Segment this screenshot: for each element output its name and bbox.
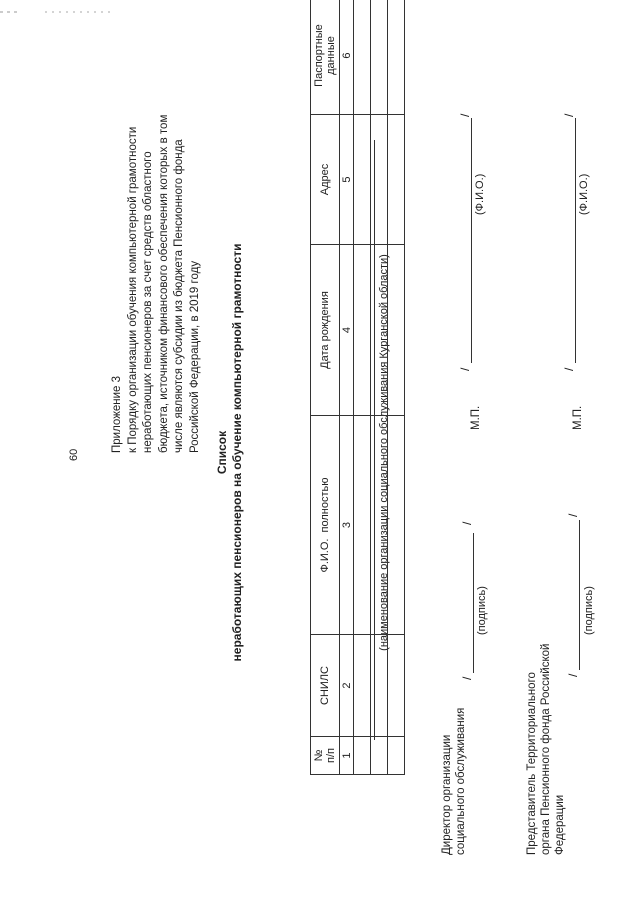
- representative-signature-line: [579, 520, 580, 670]
- table-header-row: [311, 0, 340, 775]
- header-passport-l1: Паспортные: [313, 24, 325, 87]
- director-name-slash-right: /: [458, 113, 472, 117]
- representative-name-slash-left: /: [562, 367, 576, 371]
- director-sign-slash-right: /: [460, 521, 474, 525]
- header-fio: Ф.И.О. полностью: [311, 416, 340, 635]
- header-number-l2: п/п: [325, 748, 337, 763]
- director-sign-slash-left: /: [460, 676, 474, 680]
- representative-name-caption: (Ф.И.О.): [578, 173, 590, 215]
- appendix-line: Российской Федерации, в 2019 году: [188, 260, 201, 453]
- representative-signature-caption: (подпись): [583, 586, 595, 635]
- representative-name-slash-right: /: [562, 113, 576, 117]
- representative-name-line: [575, 118, 576, 363]
- scan-edge-mark: [0, 7, 120, 17]
- col-number-6: 6: [340, 0, 354, 115]
- col-number-3: 3: [340, 416, 354, 635]
- appendix-line: Приложение 3: [111, 375, 123, 453]
- representative-sign-slash-right: /: [566, 513, 580, 517]
- director-stamp: М.П.: [470, 405, 482, 430]
- col-number-5: 5: [340, 115, 354, 245]
- header-passport: [311, 0, 340, 115]
- table-number-row: [340, 0, 354, 775]
- director-name-slash-left: /: [458, 367, 472, 371]
- col-number-2: 2: [340, 635, 354, 737]
- director-label: Директор организации социального обслуживания: [441, 707, 467, 855]
- header-address: Адрес: [311, 115, 340, 245]
- appendix-line: бюджета, источником финансового обеспечения которых в том: [157, 114, 170, 453]
- header-birth-date: Дата рождения: [311, 245, 340, 416]
- representative-sign-slash-left: /: [566, 673, 580, 677]
- director-name-caption: (Ф.И.О.): [474, 173, 486, 215]
- director-signature-line: [473, 533, 474, 673]
- appendix-heading: [110, 115, 203, 453]
- header-number: [311, 737, 340, 775]
- table-row: [354, 0, 371, 775]
- header-number-l1: №: [313, 749, 325, 762]
- director-name-line: [471, 118, 472, 363]
- title-line-2: неработающих пенсионеров на обучение компьютерной грамотности: [230, 243, 244, 662]
- representative-stamp: М.П.: [572, 405, 584, 430]
- appendix-line: неработающих пенсионеров за счет средств областного: [142, 151, 154, 453]
- organization-caption: (наименование организации социального обслуживания Курганской области): [378, 254, 390, 651]
- table-row: [371, 0, 388, 775]
- appendix-line: числе являются субсидии из бюджета Пенсионного фонда: [173, 139, 185, 453]
- page-number: 60: [68, 448, 80, 461]
- col-number-1: 1: [340, 737, 354, 775]
- appendix-line: к Порядку организации обучения компьютерной грамотности: [126, 126, 139, 453]
- director-signature-caption: (подпись): [476, 586, 488, 635]
- table-row: [388, 0, 405, 775]
- header-passport-l2: данные: [325, 36, 337, 75]
- col-number-4: 4: [340, 245, 354, 416]
- header-snils: СНИЛС: [311, 635, 340, 737]
- representative-label: Представитель Территориального органа Пенсионного фонда Российской Федерации: [526, 643, 566, 855]
- title-line-1: Список: [215, 430, 229, 475]
- pensioners-table: [310, 0, 405, 775]
